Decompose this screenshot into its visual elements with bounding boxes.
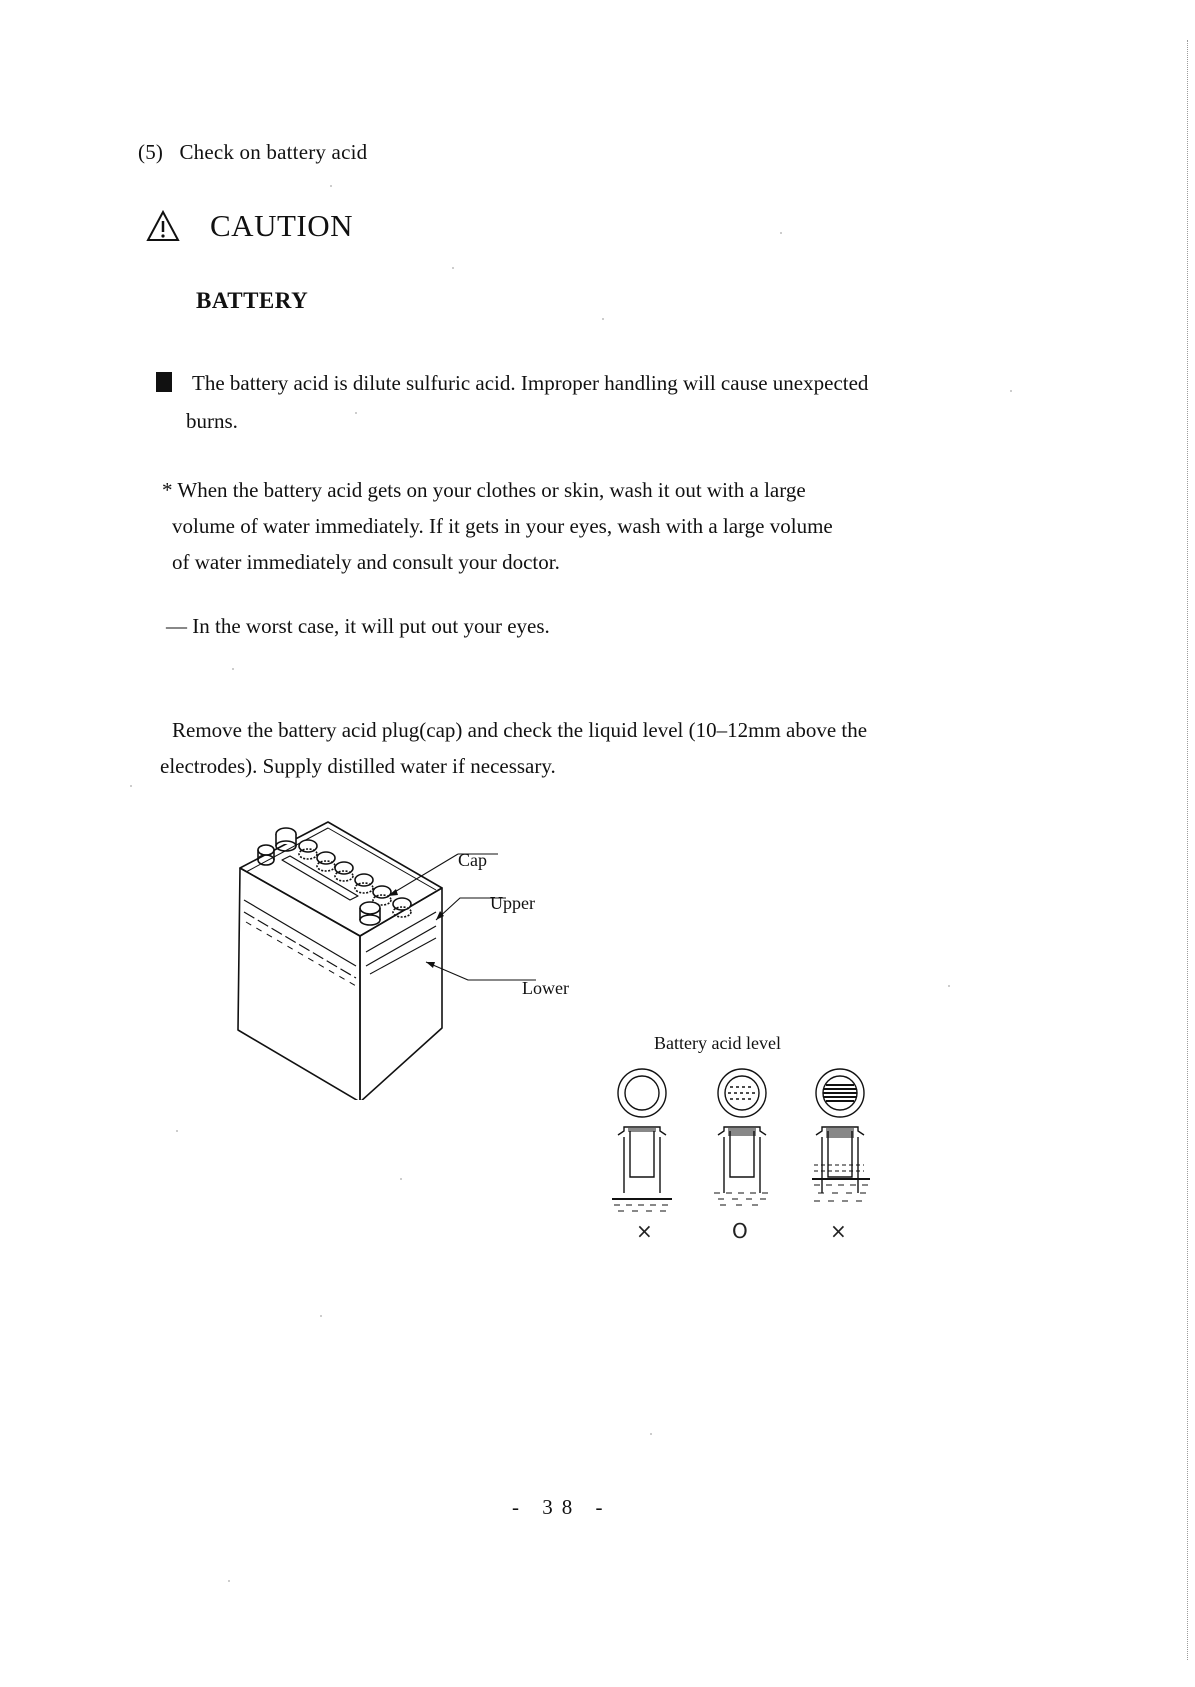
level-low-top-view	[618, 1069, 666, 1117]
scan-speck	[228, 1580, 230, 1582]
scan-speck	[176, 1130, 178, 1132]
note-line-1: * When the battery acid gets on your clothes or skin, wash it out with a large	[162, 478, 806, 502]
scan-speck	[650, 1433, 652, 1435]
battery-front-face	[238, 868, 360, 1100]
level-high-top-view	[816, 1069, 864, 1117]
worst-case-note: — In the worst case, it will put out your eyes.	[166, 614, 550, 638]
warning-bullet	[156, 364, 976, 440]
section-heading	[138, 140, 367, 165]
callout-upper: Upper	[490, 893, 535, 913]
section-number: (5)	[138, 140, 164, 164]
scan-speck	[948, 985, 950, 987]
instruction-line-1: Remove the battery acid plug(cap) and check the liquid level (10–12mm above the	[172, 718, 868, 742]
battery-caps	[258, 828, 411, 925]
note-line-2: volume of water immediately. If it gets in your eyes, wash with a large volume	[172, 514, 833, 538]
caution-banner	[146, 208, 353, 244]
page-number: - 38 -	[512, 1495, 612, 1519]
scan-speck	[320, 1315, 322, 1317]
bullet-line-1: The battery acid is dilute sulfuric acid. Improper handling will cause unexpected	[192, 371, 869, 395]
instruction-paragraph	[160, 712, 992, 784]
scan-speck	[232, 668, 234, 670]
bullet-text	[156, 364, 976, 440]
scan-speck	[1010, 390, 1012, 392]
level-correct-section	[714, 1127, 768, 1205]
first-aid-note	[162, 472, 962, 580]
instruction-line-2: electrodes). Supply distilled water if necessary.	[160, 754, 556, 778]
scan-speck	[355, 412, 357, 414]
battery-subheading: BATTERY	[196, 288, 309, 313]
callout-lower: Lower	[522, 978, 569, 998]
level-correct-top-view	[718, 1069, 766, 1117]
bullet-line-2: burns.	[186, 409, 238, 433]
bullet-square-icon	[156, 372, 172, 392]
scan-speck	[400, 1178, 402, 1180]
battery-side-face	[360, 888, 442, 1100]
level-high-section	[812, 1127, 870, 1201]
callout-cap: Cap	[458, 850, 487, 870]
scan-speck	[452, 267, 454, 269]
note-line-3: of water immediately and consult your doctor.	[172, 550, 560, 574]
level-mark-correct: O	[732, 1219, 748, 1243]
acid-level-title: Battery acid level	[654, 1033, 781, 1053]
battery-top-face	[240, 822, 442, 936]
section-title: Check on battery acid	[179, 140, 368, 164]
scan-speck	[602, 318, 604, 320]
scan-speck	[780, 232, 782, 234]
scan-edge-line	[1187, 40, 1188, 1660]
level-mark-high: ×	[830, 1219, 847, 1243]
level-low-section	[612, 1127, 672, 1211]
caution-label: CAUTION	[210, 208, 353, 243]
level-mark-low: ×	[636, 1219, 653, 1243]
battery-diagram	[230, 820, 590, 1100]
warning-triangle-icon	[146, 210, 180, 242]
scan-speck	[330, 185, 332, 187]
scan-speck	[130, 785, 132, 787]
